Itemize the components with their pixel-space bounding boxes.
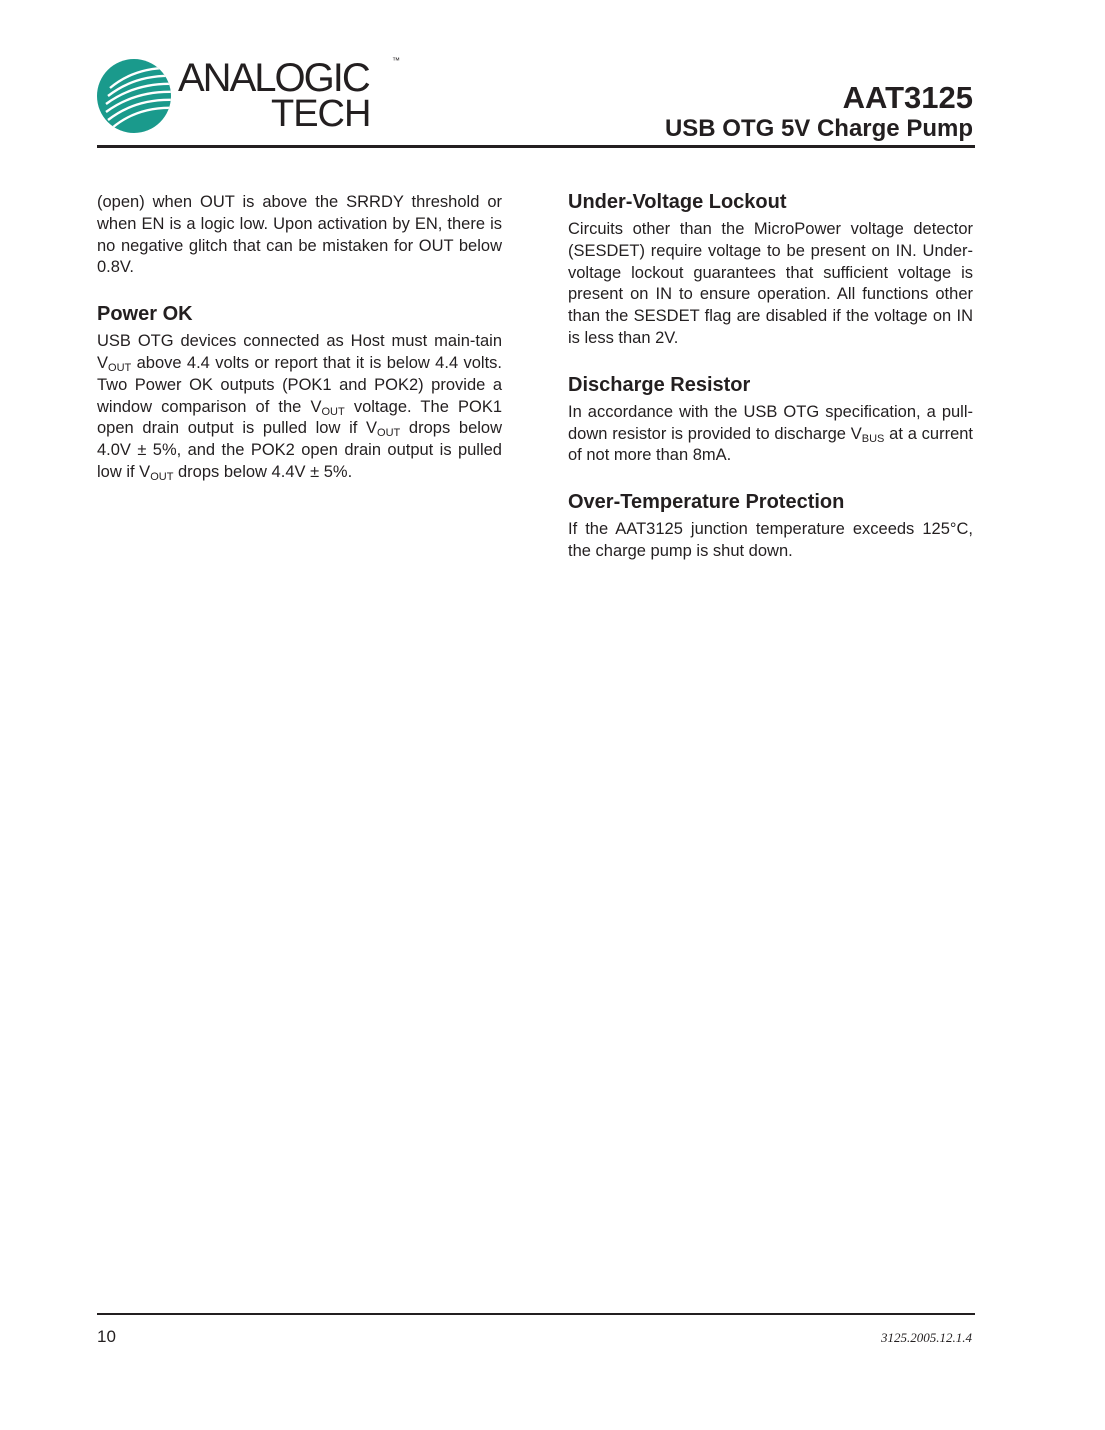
- logo-word-analogic: ANALOGIC: [178, 56, 369, 100]
- document-title: USB OTG 5V Charge Pump: [664, 115, 973, 142]
- document-id: 3125.2005.12.1.4: [881, 1330, 972, 1345]
- discharge-paragraph: In accordance with the USB OTG specification, a pull-down resistor is provided to discharge $V_{BUS}$ at a current of not more than 8mA.: [568, 402, 974, 465]
- logo-word-tech: TECH: [271, 93, 371, 135]
- uvlo-section: [568, 189, 973, 350]
- footer-rule: [97, 1313, 975, 1315]
- part-number: AAT3125: [842, 80, 973, 115]
- page-number: 10: [97, 1327, 116, 1346]
- otp-section: [568, 489, 973, 563]
- power-ok-paragraph: USB OTG devices connected as Host must main-tain $V_{OUT}$ above 4.4 volts or report that it is below 4.4 volts. Two Power OK outputs (POK1 and POK2) provide a window comparison of the $V_{OUT}$ voltage. The POK1 open drain output is pulled low if $V_{OUT}$ drops below 4.0V ± 5%, and the POK2 open drain output is pulled low if $V_{OUT}$ drops below 4.4V ± 5%.: [97, 332, 503, 483]
- uvlo-heading: Under-Voltage Lockout: [568, 191, 787, 213]
- uvlo-paragraph: Circuits other than the MicroPower voltage detector (SESDET) require voltage to be present on IN. Under-voltage lockout guarantees that sufficient voltage is present on IN to ensure operation. All functions other than the SESDET flag are disabled if the voltage on IN is less than 2V.: [568, 220, 973, 347]
- logo-swoosh-icon: [96, 58, 174, 134]
- otp-paragraph: If the AAT3125 junction temperature exceeds 125°C, the charge pump is shut down.: [568, 520, 973, 560]
- intro-paragraph: (open) when OUT is above the SRRDY threshold or when EN is a logic low. Upon activation by EN, there is no negative glitch that can be mistaken for OUT below 0.8V.: [97, 193, 502, 277]
- otp-heading: Over-Temperature Protection: [568, 491, 845, 514]
- logo-trademark: ™: [392, 56, 400, 65]
- analogictech-logo: [96, 56, 416, 136]
- header-rule: [97, 145, 975, 148]
- power-ok-section: [97, 301, 502, 484]
- discharge-section: [568, 372, 973, 467]
- discharge-heading: Discharge Resistor: [568, 373, 751, 396]
- power-ok-heading: Power OK: [97, 303, 193, 326]
- intro-section: [97, 192, 502, 279]
- left-column: [97, 192, 502, 506]
- right-column: [568, 189, 973, 585]
